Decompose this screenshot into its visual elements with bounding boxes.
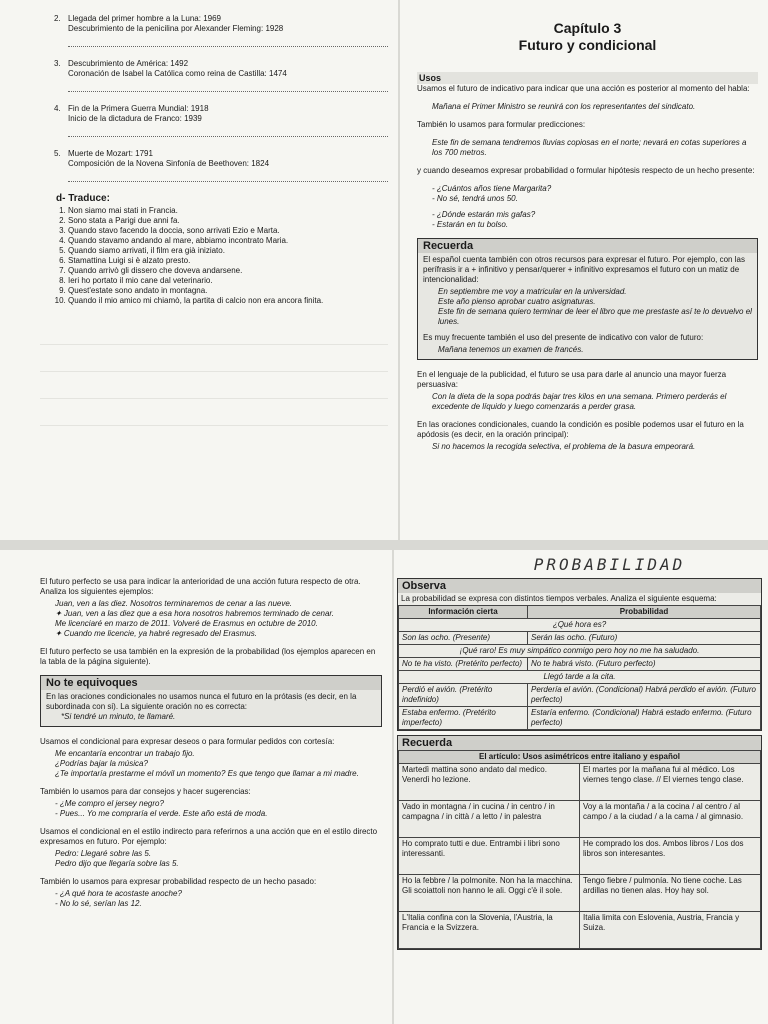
table-row — [399, 707, 761, 730]
col-header: Información cierta — [399, 606, 528, 619]
table-row — [399, 632, 761, 645]
recuerda-heading: Recuerda — [398, 736, 761, 750]
recuerda-box — [417, 238, 758, 360]
spanish-cell: He comprado los dos. Ambos libros / Los dos libros son interesantes. — [580, 838, 761, 875]
usos-p3: y cuando deseamos expresar probabilidad o formular hipótesis respecto de un hecho presente: — [417, 166, 755, 175]
page-chapter-3 — [400, 0, 768, 540]
translate-item: 6. Stamattina Luigi si è alzato presto. — [68, 256, 388, 266]
observa-box — [397, 578, 762, 731]
recuerda-examples — [423, 287, 752, 327]
observa-heading: Observa — [398, 579, 761, 593]
event-number: 5. — [54, 149, 61, 158]
italian-cell: Vado in montagna / in cucina / in centro / in campagna / in città / a letto / in palestra — [399, 801, 580, 838]
usos-heading: Usos — [417, 72, 758, 84]
example-line: - ¿Cuántos años tiene Margarita? — [432, 184, 552, 193]
table-cell-probabilidad: Perdería el avión. (Condicional) Habrá perdido el avión. (Futuro perfecto) — [527, 684, 760, 707]
table-row — [399, 671, 761, 684]
table-cell-cierta: Son las ocho. (Presente) — [399, 632, 528, 645]
recuerda-box-articulo — [397, 735, 762, 950]
chapter-title — [417, 20, 758, 54]
publicidad-p: En el lenguaje de la publicidad, el futuro se usa para darle al anuncio una mayor fuerza persuasiva: — [417, 370, 727, 389]
fp-p2: El futuro perfecto se usa también en la expresión de la probabilidad (los ejemplos aparecen en la tabla de la página siguiente). — [40, 647, 376, 666]
example-line: Me licenciaré en marzo de 2011. Volveré de Erasmus en octubre de 2010. — [55, 619, 318, 628]
cond-examples — [40, 749, 382, 779]
articulo-title: El artículo: Usos asimétricos entre italiano y español — [399, 751, 761, 764]
publicidad-ex: Con la dieta de la sopa podrás bajar tres kilos en una semana. Primero perderás el excedente de líquido y luego comenzarás a perder grasa. — [432, 392, 727, 411]
table-row — [399, 684, 761, 707]
event-list — [40, 14, 388, 182]
example-line: Juan, ven a las diez. Nosotros terminaremos de cenar a las nueve. — [55, 599, 293, 608]
table-cell-probabilidad: No te habrá visto. (Futuro perfecto) — [527, 658, 760, 671]
translate-item: 5. Quando siamo arrivati, il film era già iniziato. — [68, 246, 388, 256]
table-cell-cierta: Perdió el avión. (Pretérito indefinido) — [399, 684, 528, 707]
recuerda-heading: Recuerda — [418, 239, 757, 253]
translate-item: 4. Quando stavamo andando al mare, abbiamo incontrato Maria. — [68, 236, 388, 246]
spanish-cell: El martes por la mañana fui al médico. Los viernes tengo clase. // El viernes tengo clase. — [580, 764, 761, 801]
table-cell-probabilidad: Serán las ocho. (Futuro) — [527, 632, 760, 645]
event-item — [40, 14, 388, 47]
table-cell-cierta: No te ha visto. (Pretérito perfecto) — [399, 658, 528, 671]
example-line: - No lo sé, serían las 12. — [55, 899, 142, 908]
event-item — [40, 104, 388, 137]
italian-cell: Ho comprato tutti e due. Entrambi i libri sono interessanti. — [399, 838, 580, 875]
indirecto-p: Usamos el condicional en el estilo indirecto para referirnos a una acción que en el estilo directo expresamos en futuro. Por ejemplo: — [40, 827, 378, 846]
event-number: 4. — [54, 104, 61, 113]
answer-line[interactable] — [68, 81, 388, 92]
answer-line[interactable] — [68, 126, 388, 137]
event-number: 2. — [54, 14, 61, 23]
event-line-a: Fin de la Primera Guerra Mundial: 1918 — [68, 104, 209, 113]
prob-examples — [40, 889, 382, 909]
example-line: - No sé, tendrá unos 50. — [432, 194, 518, 203]
indirecto-examples — [40, 849, 382, 869]
event-line-a: Muerte de Mozart: 1791 — [68, 149, 153, 158]
translate-item: 10. Quando il mio amico mi chiamò, la partita di calcio non era ancora finita. — [68, 296, 388, 306]
condicional-p: En las oraciones condicionales, cuando la condición es posible podemos usar el futuro en la apódosis (es decir, en la oración principal): — [417, 420, 744, 439]
traduce-heading: d- Traduce: — [56, 193, 110, 204]
chapter-number: Capítulo 3 — [553, 20, 622, 36]
spanish-cell: Tengo fiebre / pulmonía. No tiene coche. Las ardillas no tienen alas. Hoy hay sol. — [580, 875, 761, 912]
table-row — [399, 838, 761, 875]
italian-cell: L'Italia confina con la Slovenia, l'Austria, la Francia e la Svizzera. — [399, 912, 580, 949]
table-row — [399, 619, 761, 632]
usos-ex1: Mañana el Primer Ministro se reunirá con los representantes del sindicato. — [432, 102, 696, 111]
usos-p2: También lo usamos para formular predicciones: — [417, 120, 586, 129]
spanish-cell: Voy a la montaña / a la cocina / al centro / al campo / a la ciudad / a la cama / al gimnasio. — [580, 801, 761, 838]
note-p: En las oraciones condicionales no usamos nunca el futuro en la prótasis (es decir, en la subordinada con si). La siguiente oración no es correcta: — [46, 692, 357, 711]
table-row — [399, 764, 761, 801]
observa-p: La probabilidad se expresa con distintos tiempos verbales. Analiza el siguiente esquema: — [401, 594, 717, 603]
col-header: Probabilidad — [527, 606, 760, 619]
example-line: ✦ Juan, ven a las diez que a esa hora nosotros habremos terminado de cenar. — [55, 609, 335, 618]
event-line-a: Llegada del primer hombre a la Luna: 1969 — [68, 14, 221, 23]
answer-line[interactable] — [68, 171, 388, 182]
translate-item: 3. Quando stavo facendo la doccia, sono arrivati Ezio e Marta. — [68, 226, 388, 236]
example-line: Este año pienso aprobar cuatro asignaturas. — [438, 297, 596, 306]
example-line: Este fin de semana quiero terminar de leer el libro que me prestaste así te lo devuelvo el lunes. — [438, 307, 752, 326]
note-ex: *Si tendré un minuto, te llamaré. — [61, 712, 176, 721]
usos-ex2: Este fin de semana tendremos lluvias copiosas en el norte; nevará en cotas superiores a los 700 metros. — [432, 138, 747, 157]
example-line: - Pues... Yo me compraría el verde. Este año está de moda. — [55, 809, 268, 818]
consejo-p: También lo usamos para dar consejos y hacer sugerencias: — [40, 787, 251, 796]
usos-p1: Usamos el futuro de indicativo para indicar que una acción es posterior al momento del habla: — [417, 84, 750, 93]
event-number: 3. — [54, 59, 61, 68]
table-context: ¿Qué hora es? — [399, 619, 761, 632]
table-cell-probabilidad: Estaría enfermo. (Condicional) Habrá estado enfermo. (Futuro perfecto) — [527, 707, 760, 730]
event-item — [40, 149, 388, 182]
event-line-b: Inicio de la dictadura de Franco: 1939 — [68, 114, 202, 123]
translate-item: 1. Non siamo mai stati in Francia. — [68, 206, 388, 216]
page-exercises — [0, 0, 398, 540]
table-context: ¡Qué raro! Es muy simpático conmigo pero hoy no me ha saludado. — [399, 645, 761, 658]
fp-p: El futuro perfecto se usa para indicar la anterioridad de una acción futura respecto de otra. Analiza los siguientes ejemplos: — [40, 577, 361, 596]
italian-cell: Martedì mattina sono andato dal medico. Venerdì ho lezione. — [399, 764, 580, 801]
spanish-cell: Italia limita con Eslovenia, Austria, Francia y Suiza. — [580, 912, 761, 949]
articulo-table — [398, 750, 761, 949]
chapter-name: Futuro y condicional — [518, 37, 657, 53]
condicional-ex: Si no hacemos la recogida selectiva, el problema de la basura empeorará. — [432, 442, 696, 451]
usos-dialog — [417, 184, 758, 230]
translate-item: 9. Quest'estate sono andato in montagna. — [68, 286, 388, 296]
example-line: ¿Te importaría prestarme el móvil un momento? Es que tengo que llamar a mi madre. — [55, 769, 359, 778]
table-row — [399, 801, 761, 838]
consejo-examples — [40, 799, 382, 819]
italian-cell: Ho la febbre / la polmonite. Non ha la macchina. Gli scoiattoli non hanno le ali. Oggi c'è il sole. — [399, 875, 580, 912]
note-heading: No te equivoques — [41, 676, 381, 690]
example-line: - ¿A qué hora te acostaste anoche? — [55, 889, 182, 898]
table-row — [399, 912, 761, 949]
example-line: ✦ Cuando me licencie, ya habré regresado del Erasmus. — [55, 629, 257, 638]
event-item — [40, 59, 388, 92]
prob-p: También lo usamos para expresar probabilidad respecto de un hecho pasado: — [40, 877, 317, 886]
table-row — [399, 645, 761, 658]
event-line-b: Descubrimiento de la penicilina por Alexander Fleming: 1928 — [68, 24, 284, 33]
page-probabilidad — [394, 550, 768, 1024]
example-line: - ¿Me compro el jersey negro? — [55, 799, 164, 808]
handwritten-title: PROBABILIDAD — [533, 555, 686, 574]
table-cell-cierta: Estaba enfermo. (Pretérito imperfecto) — [399, 707, 528, 730]
example-line: - Estarán en tu bolso. — [432, 220, 509, 229]
fp-examples — [40, 599, 382, 639]
example-line: En septiembre me voy a matricular en la universidad. — [438, 287, 627, 296]
cond-p: Usamos el condicional para expresar deseos o para formular pedidos con cortesía: — [40, 737, 335, 746]
example-line: Me encantaría encontrar un trabajo fijo. — [55, 749, 195, 758]
probability-table — [398, 605, 761, 730]
example-line: ¿Podrías bajar la música? — [55, 759, 148, 768]
page-futuro-perfecto — [0, 550, 392, 1024]
table-row — [399, 658, 761, 671]
translate-item: 7. Quando arrivò gli dissero che doveva andarsene. — [68, 266, 388, 276]
example-line: Pedro dijo que llegaría sobre las 5. — [55, 859, 179, 868]
translate-item: 2. Sono stata a Parigi due anni fa. — [68, 216, 388, 226]
table-context: Llegó tarde a la cita. — [399, 671, 761, 684]
translate-list — [40, 206, 388, 306]
example-line: - ¿Dónde estarán mis gafas? — [432, 210, 536, 219]
note-box — [40, 675, 382, 727]
translate-item: 8. Ieri ho portato il mio cane dal veterinario. — [68, 276, 388, 286]
event-line-b: Composición de la Novena Sinfonía de Beethoven: 1824 — [68, 159, 270, 168]
recuerda-ex2: Mañana tenemos un examen de francés. — [438, 345, 584, 354]
event-line-b: Coronación de Isabel la Católica como reina de Castilla: 1474 — [68, 69, 287, 78]
recuerda-p2: Es muy frecuente también el uso del presente de indicativo con valor de futuro: — [423, 333, 704, 342]
answer-line[interactable] — [68, 36, 388, 47]
example-line: Pedro: Llegaré sobre las 5. — [55, 849, 152, 858]
recuerda-p1: El español cuenta también con otros recursos para expresar el futuro. Por ejemplo, con las perífrasis ir a + infinitivo y pensar/querer + infinitivo expresamos el futuro con un matiz de intencionalidad: — [423, 255, 745, 284]
event-line-a: Descubrimiento de América: 1492 — [68, 59, 189, 68]
table-row — [399, 875, 761, 912]
faded-lines — [40, 336, 388, 426]
